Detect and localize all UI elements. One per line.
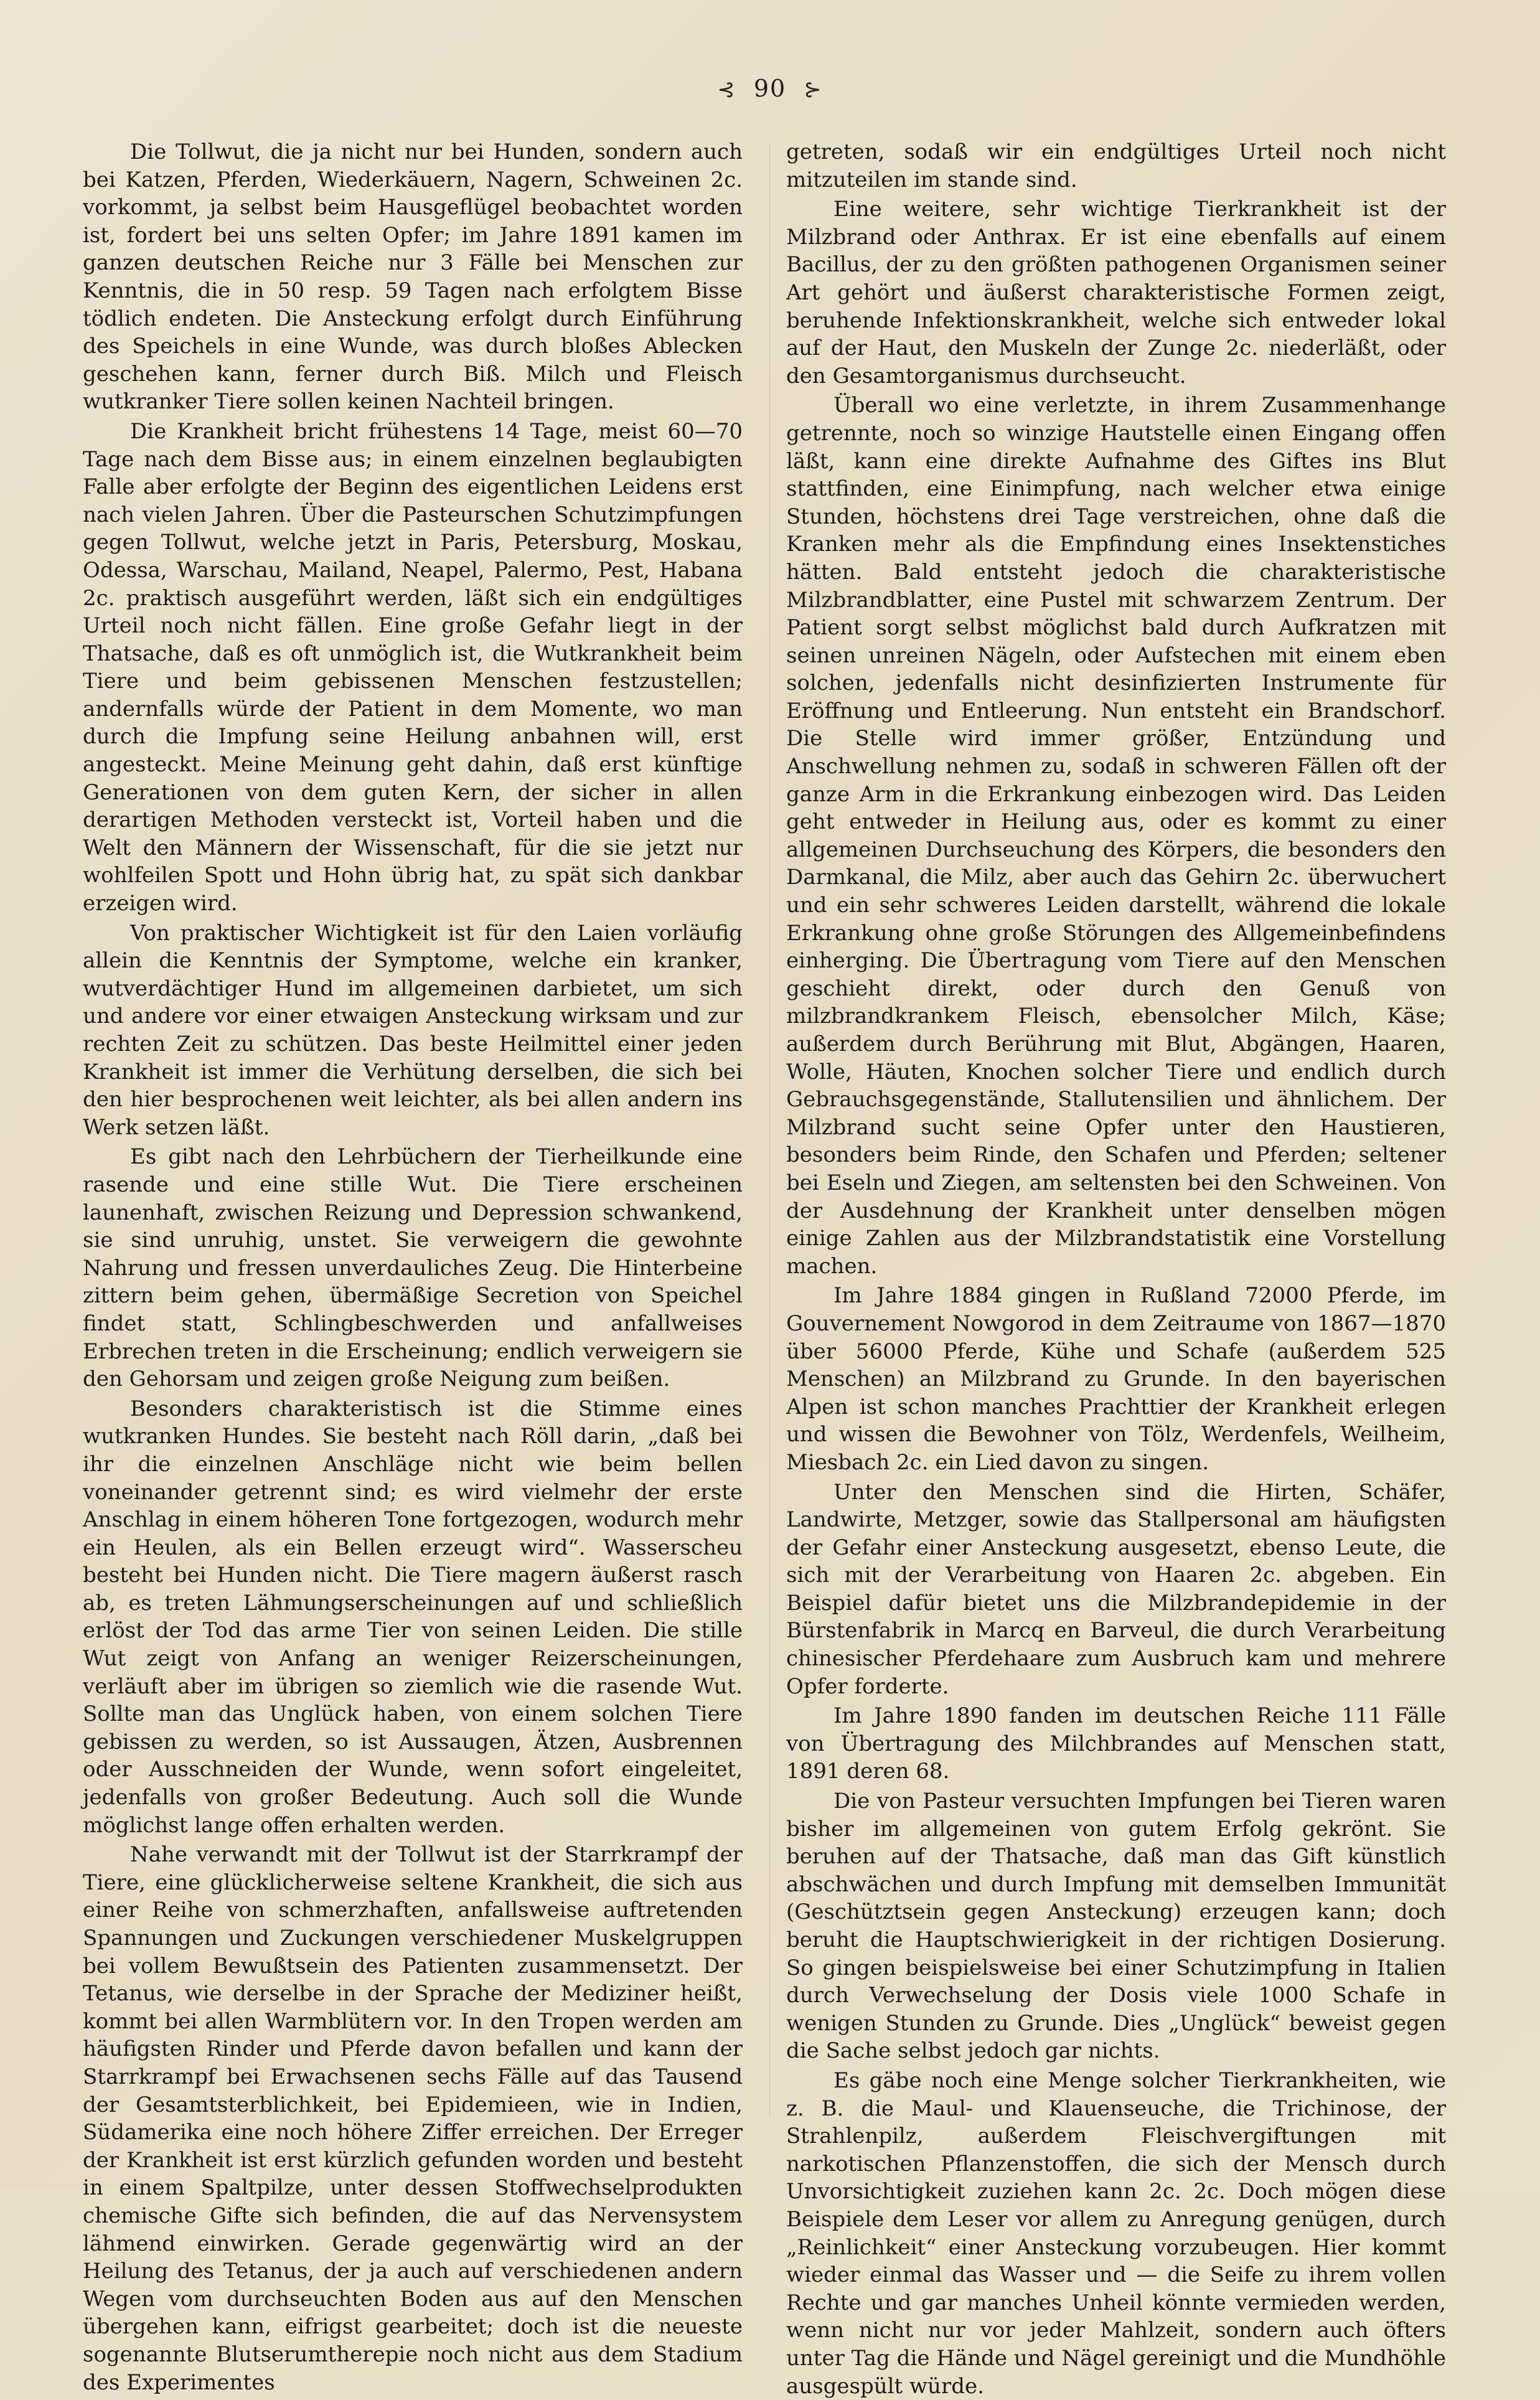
paragraph: Unter den Menschen sind die Hirten, Schäfer, Landwirte, Metzger, sowie das Stallpersonal am häufigsten der Gefahr einer Ansteckung ausgesetzt, ebenso Leute, die sich mit der Verarbeitung von Haaren 2c. abgeben. Ein Beispiel dafür bietet uns die Milzbrandepidemie in der Bürstenfabrik in Marcq en Barveul, die durch Verarbeitung chinesischer Pferdehaare zum Ausbruch kam und mehrere Opfer forderte. (786, 1479, 1446, 1699)
paragraph: Nahe verwandt mit der Tollwut ist der Starrkrampf der Tiere, eine glücklicherweise seltene Krankheit, die sich aus einer Reihe von schmerzhaften, anfallsweise auftretenden Spannungen und Zuckungen verschiedener Muskelgruppen bei vollem Bewußtsein des Patienten zusammensetzt. Der Tetanus, wie derselbe in der Sprache der Mediziner heißt, kommt bei allen Warmblütern vor. In den Tropen werden am häufigsten Rinder und Pferde davon befallen und kann der Starrkrampf bei Erwachsenen sechs Fälle auf das Tausend der Gesamtsterblichkeit, bei Epidemieen, wie in Indien, Südamerika eine noch höhere Ziffer erreichen. Der Erreger der Krankheit ist erst kürzlich gefunden worden und besteht in einem Spaltpilze, unter dessen Stoffwechselprodukten chemische Gifte sich befinden, die auf das Nervensystem lähmend einwirken. Gerade gegenwärtig wird an der Heilung des Tetanus, der ja auch auf verschiedenen andern Wegen vom durchseuchten Boden aus auf den Menschen übergehen kann, eifrigst gearbeitet; doch ist die neueste sogenannte Blutserumtherepie noch nicht aus dem Stadium des Experimentes (83, 1842, 743, 2395)
paragraph: Die Tollwut, die ja nicht nur bei Hunden, sondern auch bei Katzen, Pferden, Wiederkäuern, Nagern, Schweinen 2c. vorkommt, ja selbst beim Hausgeflügel beobachtet worden ist, fordert bei uns selten Opfer; im Jahre 1891 kamen im ganzen deutschen Reiche nur 3 Fälle bei Menschen zur Kenntnis, die in 50 resp. 59 Tagen nach erfolgtem Bisse tödlich endeten. Die Ansteckung erfolgt durch Einführung des Speichels in eine Wunde, was durch bloßes Ablecken geschehen kann, ferner durch Biß. Milch und Fleisch wutkranker Tiere sollen keinen Nachteil bringen. (83, 139, 743, 415)
paragraph: Eine weitere, sehr wichtige Tierkrankheit ist der Milzbrand oder Anthrax. Er ist eine ebenfalls auf einem Bacillus, der zu den größten pathogenen Organismen seiner Art gehört und äußerst charakteristische Formen zeigt, beruhende Infektionskrankheit, welche sich entweder lokal auf der Haut, den Muskeln der Zunge 2c. niederläßt, oder den Gesamtorganismus durchseucht. (786, 197, 1446, 388)
paragraph: Die von Pasteur versuchten Impfungen bei Tieren waren bisher im allgemeinen von gutem Erfolg gekrönt. Sie beruhen auf der Thatsache, daß man das Gift künstlich abschwächen und durch Impfung mit demselben Immunität (Geschütztsein gegen Ansteckung) erzeugen kann; doch beruht die Hauptschwierigkeit in der richtigen Dosierung. So gingen beispielsweise bei einer Schutzimpfung in Italien durch Verwechselung der Dosis viele 1000 Schafe in wenigen Stunden zu Grunde. Dies „Unglück“ beweist gegen die Sache selbst jedoch gar nichts. (786, 1789, 1446, 2064)
paragraph: Es gäbe noch eine Menge solcher Tierkrankheiten, wie z. B. die Maul- und Klauenseuche, die Trichinose, der Strahlenpilz, außerdem Fleischvergiftungen mit narkotischen Pflanzenstoffen, die sich der Mensch durch Unvorsichtigkeit zuziehen kann 2c. 2c. Doch mögen diese Beispiele dem Leser vor allem zu Anregung genügen, durch „Reinlichkeit“ einer Ansteckung vorzubeugen. Hier kommt wieder einmal das Wasser und — die Seife zu ihrem vollen Rechte und gar manches Unheil könnte vermieden werden, wenn nicht nur vor jeder Mahlzeit, sondern auch öfters unter Tag die Hände und Nägel gereinigt und die Mundhöhle ausgespült würde. (786, 2068, 1446, 2399)
paragraph: Im Jahre 1890 fanden im deutschen Reiche 111 Fälle von Übertragung des Milchbrandes auf Menschen statt, 1891 deren 68. (786, 1703, 1446, 1784)
page-number: 90 (753, 75, 787, 102)
column-divider (769, 143, 770, 2117)
paragraph-continuation: getreten, sodaß wir ein endgültiges Urteil noch nicht mitzuteilen im stande sind. (786, 139, 1446, 192)
paragraph: Es gibt nach den Lehrbüchern der Tierheilkunde eine rasende und eine stille Wut. Die Tiere erscheinen launenhaft, zwischen Reizung und Depression schwankend, sie sind unruhig, unstet. Sie verweigern die gewohnte Nahrung und fressen unverdauliches Zeug. Die Hinterbeine zittern beim gehen, übermäßige Secretion von Speichel findet statt, Schlingbeschwerden und anfallweises Erbrechen treten in die Erscheinung; endlich verweigern sie den Gehorsam und zeigen große Neigung zum beißen. (83, 1144, 743, 1392)
right-column (786, 138, 1446, 2400)
left-column (83, 138, 743, 2396)
ornament-right-icon: ⊱ (804, 77, 823, 102)
paragraph: Im Jahre 1884 gingen in Rußland 72000 Pferde, im Gouvernement Nowgorod in dem Zeitraume von 1867—1870 über 56000 Pferde, Kühe und Schafe (außerdem 525 Menschen) an Milzbrand zu Grunde. In den bayerischen Alpen ist schon manches Prachttier der Krankheit erlegen und wissen die Bewohner von Tölz, Werdenfels, Weilheim, Miesbach 2c. ein Lied davon zu singen. (786, 1283, 1446, 1475)
paragraph: Besonders charakteristisch ist die Stimme eines wutkranken Hundes. Sie besteht nach Röll darin, „daß bei ihr die einzelnen Anschläge nicht wie beim bellen voneinander getrennt sind; es wird vielmehr der erste Anschlag in einem höheren Tone fortgezogen, wodurch mehr ein Heulen, als ein Bellen erzeugt wird“. Wasserscheu besteht bei Hunden nicht. Die Tiere magern äußerst rasch ab, es treten Lähmungserscheinungen auf und schließlich erlöst der Tod das arme Tier von seinen Leiden. Die stille Wut zeigt von Anfang an weniger Reizerscheinungen, verläuft aber im übrigen so ziemlich wie die rasende Wut. Sollte man das Unglück haben, von einem solchen Tiere gebissen zu werden, so ist Aussaugen, Ätzen, Ausbrennen oder Ausschneiden der Wunde, wenn sofort eingeleitet, jedenfalls von großer Bedeutung. Auch soll die Wunde möglichst lange offen erhalten werden. (83, 1396, 743, 1838)
paragraph: Von praktischer Wichtigkeit ist für den Laien vorläufig allein die Kenntnis der Symptome, welche ein kranker, wutverdächtiger Hund im allgemeinen darbietet, um sich und andere vor einer etwaigen Ansteckung wirksam und zur rechten Zeit zu schützen. Das beste Heilmittel einer jeden Krankheit ist immer die Verhütung derselben, die sich bei den hier besprochenen weit leichter, als bei allen andern ins Werk setzen läßt. (83, 920, 743, 1140)
ornament-left-icon: ⊰ (717, 77, 736, 102)
paragraph: Überall wo eine verletzte, in ihrem Zusammenhange getrennte, noch so winzige Hautstelle einen Eingang offen läßt, kann eine direkte Aufnahme des Giftes ins Blut stattfinden, eine Einimpfung, nach welcher etwa einige Stunden, höchstens drei Tage verstreichen, ohne daß die Kranken mehr als die Empfindung eines Insektenstiches hätten. Bald entsteht jedoch die charakteristische Milzbrandblatter, eine Pustel mit schwarzem Zentrum. Der Patient sorgt selbst möglichst bald durch Aufkratzen mit seinen unreinen Nägeln, oder Aufstechen mit einem eben solchen, jedenfalls nicht desinfizierten Instrumente für Eröffnung und Entleerung. Nun entsteht ein Brandschorf. Die Stelle wird immer größer, Entzündung und Anschwellung nehmen zu, sodaß in schweren Fällen oft der ganze Arm in die Erkrankung einbezogen wird. Das Leiden geht entweder in Heilung aus, oder es kommt zu einer allgemeinen Durchseuchung des Körpers, die besonders den Darmkanal, die Milz, aber auch das Gehirn 2c. überwuchert und ein sehr schweres Leiden darstellt, während die lokale Erkrankung ohne große Störungen des Allgemeinbefindens einherging. Die Übertragung vom Tiere auf den Menschen geschieht direkt, oder durch den Genuß von milzbrandkrankem Fleisch, ebensolcher Milch, Käse; außerdem durch Berührung mit Blut, Abgängen, Haaren, Wolle, Häuten, Knochen solcher Tiere und endlich durch Gebrauchsgegenstände, Stallutensilien und ähnlichem. Der Milzbrand sucht seine Opfer unter den Haustieren, besonders beim Rinde, den Schafen und Pferden; seltener bei Eseln und Ziegen, am seltensten bei den Schweinen. Von der Ausdehnung der Krankheit unter denselben mögen einige Zahlen aus der Milzbrandstatistik eine Vorstellung machen. (786, 393, 1446, 1279)
page-header (0, 75, 1540, 112)
paragraph: Die Krankheit bricht frühestens 14 Tage, meist 60—70 Tage nach dem Bisse aus; in einem einzelnen beglaubigten Falle aber erfolgte der Beginn des eigentlichen Leidens erst nach vielen Jahren. Über die Pasteurschen Schutzimpfungen gegen Tollwut, welche jetzt in Paris, Petersburg, Moskau, Odessa, Warschau, Mailand, Neapel, Palermo, Pest, Habana 2c. praktisch ausgeführt werden, läßt sich ein endgültiges Urteil noch nicht fällen. Eine große Gefahr liegt in der Thatsache, daß es oft unmöglich ist, die Wutkrankheit beim Tiere und beim gebissenen Menschen festzustellen; andernfalls würde der Patient in dem Momente, wo man durch die Impfung seine Heilung anbahnen will, erst angesteckt. Meine Meinung geht dahin, daß erst künftige Generationen von dem guten Kern, der sicher in allen derartigen Methoden versteckt ist, Vorteil haben und die Welt den Männern der Wissenschaft, für die sie jetzt nur wohlfeilen Spott und Hohn übrig hat, zu spät sich dankbar erzeigen wird. (83, 418, 743, 916)
